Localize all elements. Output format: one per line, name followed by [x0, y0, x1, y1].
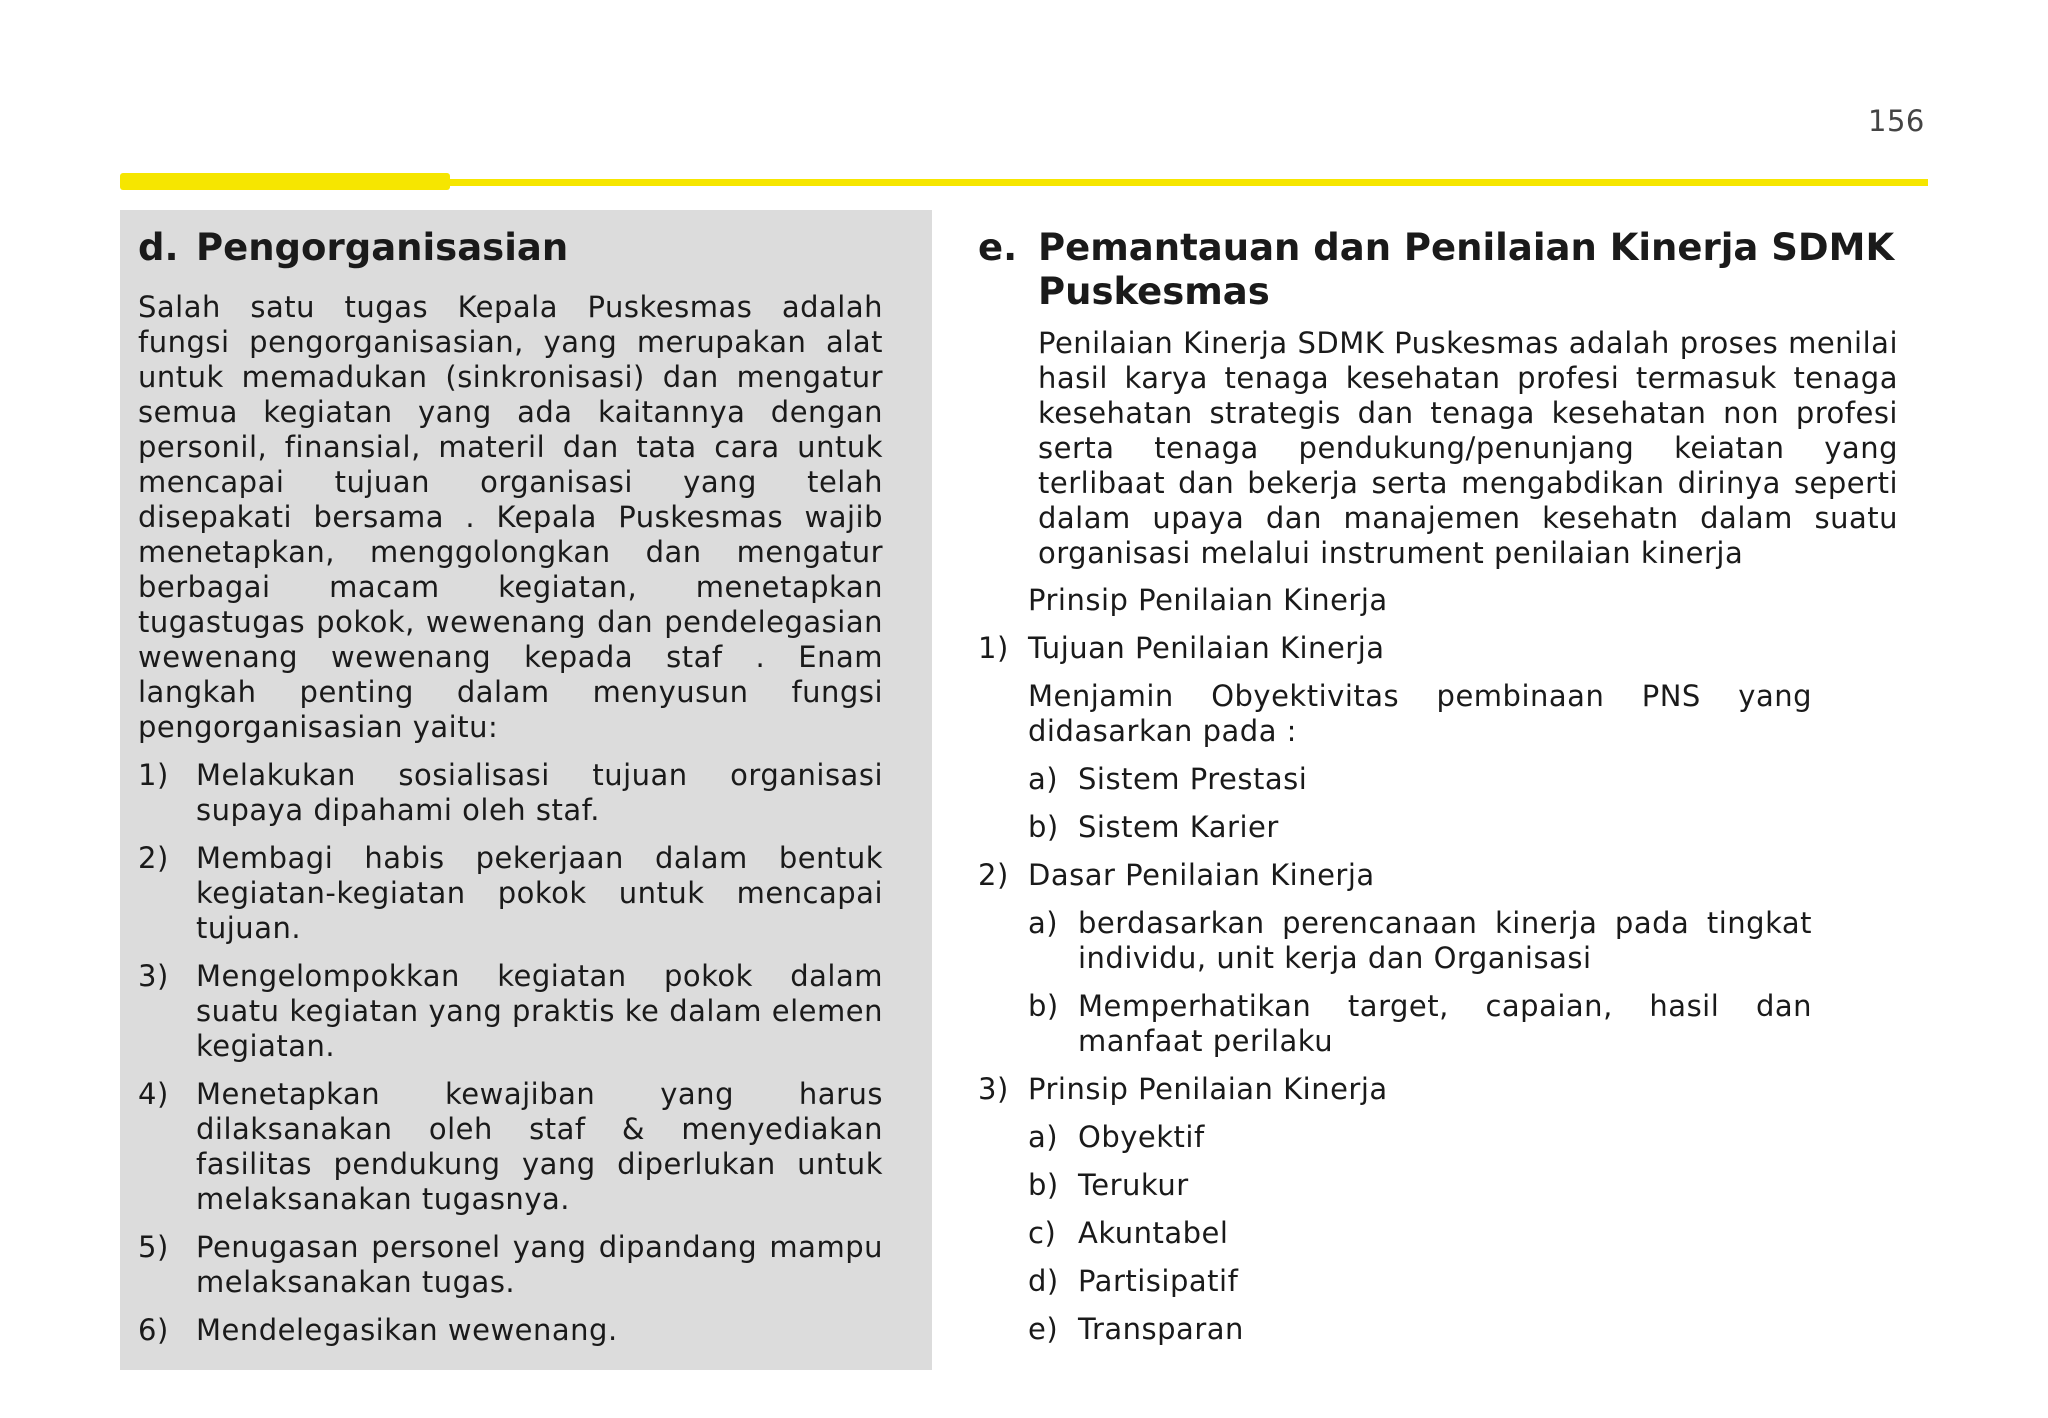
list-number: 1)	[978, 631, 1009, 665]
list-item-content	[1028, 858, 1812, 1059]
accent-bar-thin	[440, 179, 1928, 186]
list-number: 2)	[138, 841, 169, 875]
section-e	[978, 226, 1898, 1347]
accent-bar-thick	[120, 173, 450, 190]
list-text: Mendelegasikan wewenang.	[196, 1313, 618, 1347]
sub-list-item	[1028, 989, 1812, 1059]
sub-list-text: Transparan	[1078, 1312, 1244, 1346]
list-item-body: Menjamin Obyektivitas pembinaan PNS yang didasarkan pada :	[1028, 679, 1812, 748]
list-item-title: Dasar Penilaian Kinerja	[1028, 858, 1375, 892]
sub-list-letter: c)	[1028, 1216, 1057, 1250]
list-item-title: Tujuan Penilaian Kinerja	[1028, 631, 1385, 665]
list-item	[138, 1230, 883, 1300]
sub-list-text: Akuntabel	[1078, 1216, 1229, 1250]
sub-list-item	[1028, 906, 1812, 976]
list-item	[978, 858, 1812, 1059]
sub-list-letter: b)	[1028, 1168, 1059, 1202]
section-e-heading	[978, 226, 1898, 314]
header-accent-bar	[120, 173, 1928, 191]
list-number: 4)	[138, 1077, 169, 1111]
list-text: Menetapkan kewajiban yang harus dilaksanakan oleh staf & menyediakan fasilitas pendukung yang diperlukan untuk melaksanakan tugasnya.	[196, 1077, 883, 1216]
sub-list-text: Partisipatif	[1078, 1264, 1239, 1298]
sub-list-letter: e)	[1028, 1312, 1059, 1346]
sub-list-letter: b)	[1028, 989, 1059, 1023]
sub-list-text: Terukur	[1078, 1168, 1189, 1202]
sub-list	[1028, 749, 1812, 845]
list-item	[978, 631, 1812, 845]
section-d-title: Pengorganisasian	[196, 226, 569, 269]
sub-list-text: Obyektif	[1078, 1120, 1205, 1154]
sub-list-letter: a)	[1028, 762, 1059, 796]
list-number: 5)	[138, 1230, 169, 1264]
sub-list-item	[1028, 1264, 1812, 1299]
sub-list-text: Sistem Prestasi	[1078, 762, 1308, 796]
list-text: Penugasan personel yang dipandang mampu melaksanakan tugas.	[196, 1230, 883, 1299]
list-number: 1)	[138, 758, 169, 792]
sub-list-item	[1028, 1312, 1812, 1347]
section-e-title: Pemantauan dan Penilaian Kinerja SDMK Puskesmas	[1038, 226, 1895, 313]
list-item	[138, 959, 883, 1064]
sub-list-text: Memperhatikan target, capaian, hasil dan manfaat perilaku	[1078, 989, 1812, 1058]
section-d-letter: d.	[138, 226, 179, 269]
page-number: 156	[1868, 104, 1925, 138]
list-item-content	[1028, 631, 1812, 845]
list-number: 2)	[978, 858, 1009, 892]
list-item	[138, 758, 883, 828]
list-item	[138, 841, 883, 946]
list-item	[978, 1072, 1812, 1347]
sub-list-item	[1028, 1168, 1812, 1203]
list-item	[138, 1313, 883, 1348]
list-number: 6)	[138, 1313, 169, 1347]
sub-list-item	[1028, 1216, 1812, 1251]
sub-list-letter: b)	[1028, 810, 1059, 844]
section-d-box	[120, 210, 932, 1370]
section-e-letter: e.	[978, 226, 1018, 269]
sub-list-item	[1028, 1120, 1812, 1155]
list-text: Melakukan sosialisasi tujuan organisasi supaya dipahami oleh staf.	[196, 758, 883, 827]
list-number: 3)	[138, 959, 169, 993]
section-d-content	[138, 222, 883, 1348]
prinsip-list	[978, 631, 1812, 1347]
section-d-intro: Salah satu tugas Kepala Puskesmas adalah fungsi pengorganisasian, yang merupakan alat untuk memadukan (sinkronisasi) dan mengatur semua kegiatan yang ada kaitannya dengan personil, finansial, materil dan tata cara untuk mencapai tujuan organisasi yang telah disepakati bersama . Kepala Puskesmas wajib menetapkan, menggolongkan dan mengatur berbagai macam kegiatan, menetapkan tugastugas pokok, wewenang dan pendelegasian wewenang wewenang kepada staf . Enam langkah penting dalam menyusun fungsi pengorganisasian yaitu:	[138, 290, 883, 744]
sub-list-letter: a)	[1028, 906, 1059, 940]
section-d-steps	[138, 758, 883, 1348]
sub-list-letter: a)	[1028, 1120, 1059, 1154]
sub-list-text: berdasarkan perencanaan kinerja pada tingkat individu, unit kerja dan Organisasi	[1078, 906, 1812, 975]
section-e-intro: Penilaian Kinerja SDMK Puskesmas adalah proses menilai hasil karya tenaga kesehatan profesi termasuk tenaga kesehatan strategis dan tenaga kesehatan non profesi serta tenaga pendukung/penunjang keiatan yang terlibaat dan bekerja serta mengabdikan dirinya seperti dalam upaya dan manajemen kesehatn dalam suatu organisasi melalui instrument penilaian kinerja	[1038, 326, 1898, 570]
sub-list-item	[1028, 762, 1812, 797]
sub-list-letter: d)	[1028, 1264, 1059, 1298]
list-text: Mengelompokkan kegiatan pokok dalam suatu kegiatan yang praktis ke dalam elemen kegiatan.	[196, 959, 883, 1063]
sub-list	[1028, 1107, 1812, 1347]
sub-list	[1028, 893, 1812, 1059]
sub-list-item	[1028, 810, 1812, 845]
list-item-title: Prinsip Penilaian Kinerja	[1028, 1072, 1388, 1106]
list-number: 3)	[978, 1072, 1009, 1106]
list-text: Membagi habis pekerjaan dalam bentuk kegiatan-kegiatan pokok untuk mencapai tujuan.	[196, 841, 883, 945]
list-item-content	[1028, 1072, 1812, 1347]
prinsip-heading: Prinsip Penilaian Kinerja	[1028, 583, 1388, 617]
list-item	[138, 1077, 883, 1217]
sub-list-text: Sistem Karier	[1078, 810, 1279, 844]
section-d-heading	[138, 222, 883, 274]
